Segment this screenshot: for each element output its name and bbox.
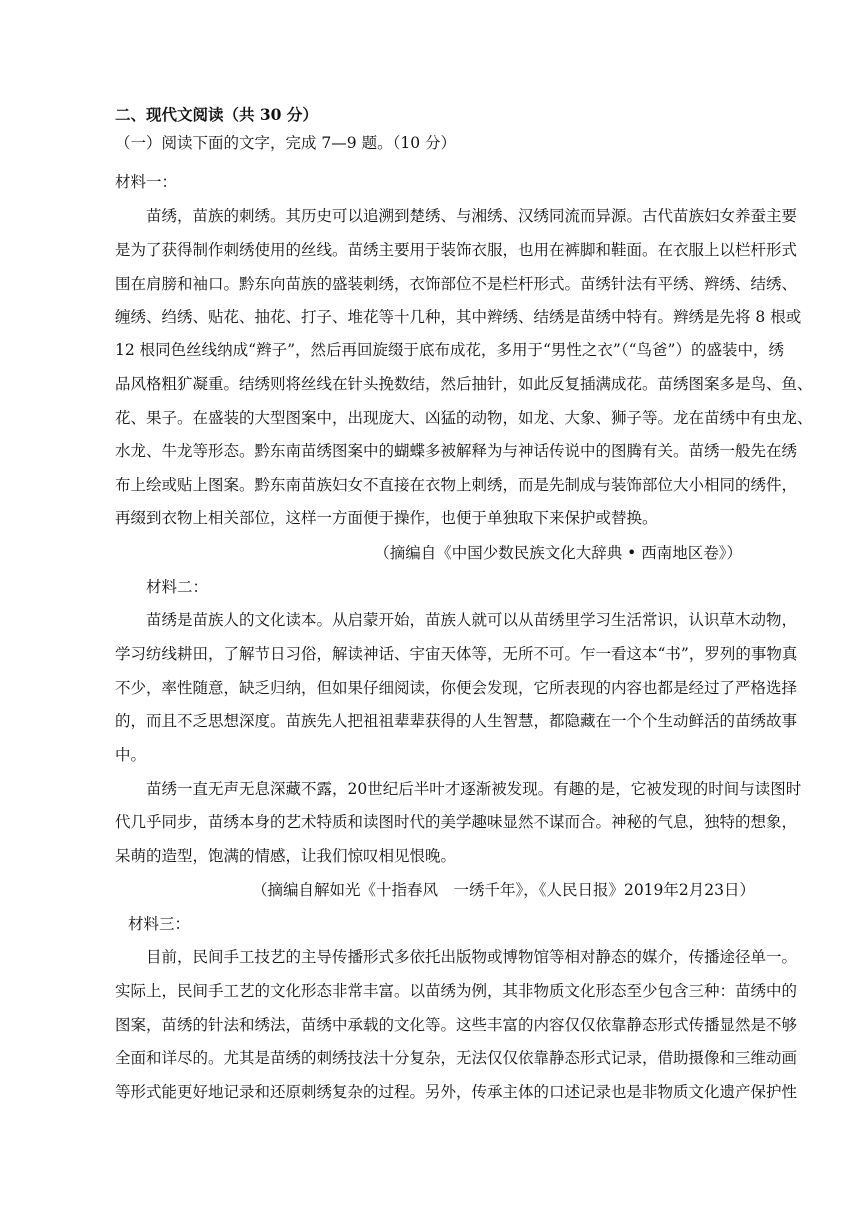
material2-line: 的，而且不乏思想深度。苗族先人把祖祖辈辈获得的人生智慧，都隐藏在一个个生动鲜活的苗绣故事 <box>115 712 798 730</box>
material1-line: 缠绣、绉绣、贴花、抽花、打子、堆花等十几种，其中辫绣、结绣是苗绣中特有。辫绣是先将 8 根或 <box>115 308 802 326</box>
material2-line: 苗绣是苗族人的文化读本。从启蒙开始，苗族人就可以从苗绣里学习生活常识，认识草木动物， <box>146 611 798 629</box>
material1-line: 再缀到衣物上相关部位，这样一方面便于操作，也便于单独取下来保护或替换。 <box>115 509 658 527</box>
material1-line: 12 根同色丝线纳成“辫子”，然后再回旋缀于底布成花，多用于“男性之衣”（“鸟爸”）的盛装中，绣 <box>115 341 784 359</box>
material1-line: 是为了获得制作刺绣使用的丝线。苗绣主要用于装饰衣服，也用在裤脚和鞋面。在衣服上以栏杆形式 <box>115 241 798 259</box>
material1-line: 品风格粗犷凝重。结绣则将丝线在针头挽数结，然后抽针，如此反复插满成花。苗绣图案多是鸟、鱼、 <box>115 375 813 393</box>
material3-label: 材料三： <box>128 915 191 933</box>
material1-source: （摘编自《中国少数民族文化大辞典 • 西南地区卷》） <box>374 544 742 562</box>
material2-line: 学习纺线耕田，了解节日习俗，解读神话、宇宙天体等，无所不可。乍一看这本“书”，罗列的事物真 <box>115 645 798 663</box>
material3-line: 图案，苗绣的针法和绣法，苗绣中承载的文化等。这些丰富的内容仅仅依靠静态形式传播显然是不够 <box>115 1016 798 1034</box>
material3-line: 全面和详尽的。尤其是苗绣的刺绣技法十分复杂，无法仅仅依靠静态形式记录，借助摄像和三维动画 <box>115 1049 798 1067</box>
material1-line: 布上绘或贴上图案。黔东南苗族妇女不直接在衣物上刺绣，而是先制成与装饰部位大小相同的绣件， <box>115 476 798 494</box>
material3-line: 等形式能更好地记录和还原刺绣复杂的过程。另外，传承主体的口述记录也是非物质文化遗产保护性 <box>115 1083 798 1101</box>
section-heading: 二、现代文阅读（共 30 分） <box>115 105 318 124</box>
material1-line: 围在肩膀和袖口。黔东向苗族的盛装刺绣，衣饰部位不是栏杆形式。苗绣针法有平绣、辫绣、结绣、 <box>115 275 798 293</box>
material2-line: 中。 <box>115 746 147 764</box>
material2-label: 材料二： <box>146 578 209 596</box>
material1-line: 水龙、牛龙等形态。黔东南苗绣图案中的蝴蝶多被解释为与神话传说中的图腾有关。苗绣一般先在绣 <box>115 442 798 460</box>
material1-label: 材料一： <box>115 173 178 191</box>
material2-line: 呆萌的造型，饱满的情感，让我们惊叹相见恨晚。 <box>115 847 457 865</box>
material1-line: 苗绣，苗族的刺绣。其历史可以追溯到楚绣、与湘绣、汉绣同流而异源。古代苗族妇女养蚕主要 <box>146 207 798 225</box>
material2-source: （摘编自解如光《十指春风 一绣千年》，《人民日报》2019年2月23日） <box>251 881 755 899</box>
material3-line: 目前，民间手工技艺的主导传播形式多依托出版物或博物馆等相对静态的媒介，传播途径单一。 <box>146 948 798 966</box>
material2-line: 苗绣一直无声无息深藏不露，20世纪后半叶才逐渐被发现。有趣的是，它被发现的时间与读图时 <box>146 780 802 798</box>
material2-line: 代几乎同步，苗绣本身的艺术特质和读图时代的美学趣味显然不谋而合。神秘的气息，独特的想象， <box>115 813 798 831</box>
material3-line: 实际上，民间手工艺的文化形态非常丰富。以苗绣为例，其非物质文化形态至少包含三种：苗绣中的 <box>115 982 798 1000</box>
material2-line: 不少，率性随意，缺乏归纳，但如果仔细阅读，你便会发现，它所表现的内容也都是经过了严格选择 <box>115 679 798 697</box>
material1-line: 花、果子。在盛装的大型图案中，出现庞大、凶猛的动物，如龙、大象、狮子等。龙在苗绣中有虫龙、 <box>115 409 813 427</box>
question-instruction: （一）阅读下面的文字，完成 7—9 题。（10 分） <box>115 134 456 152</box>
